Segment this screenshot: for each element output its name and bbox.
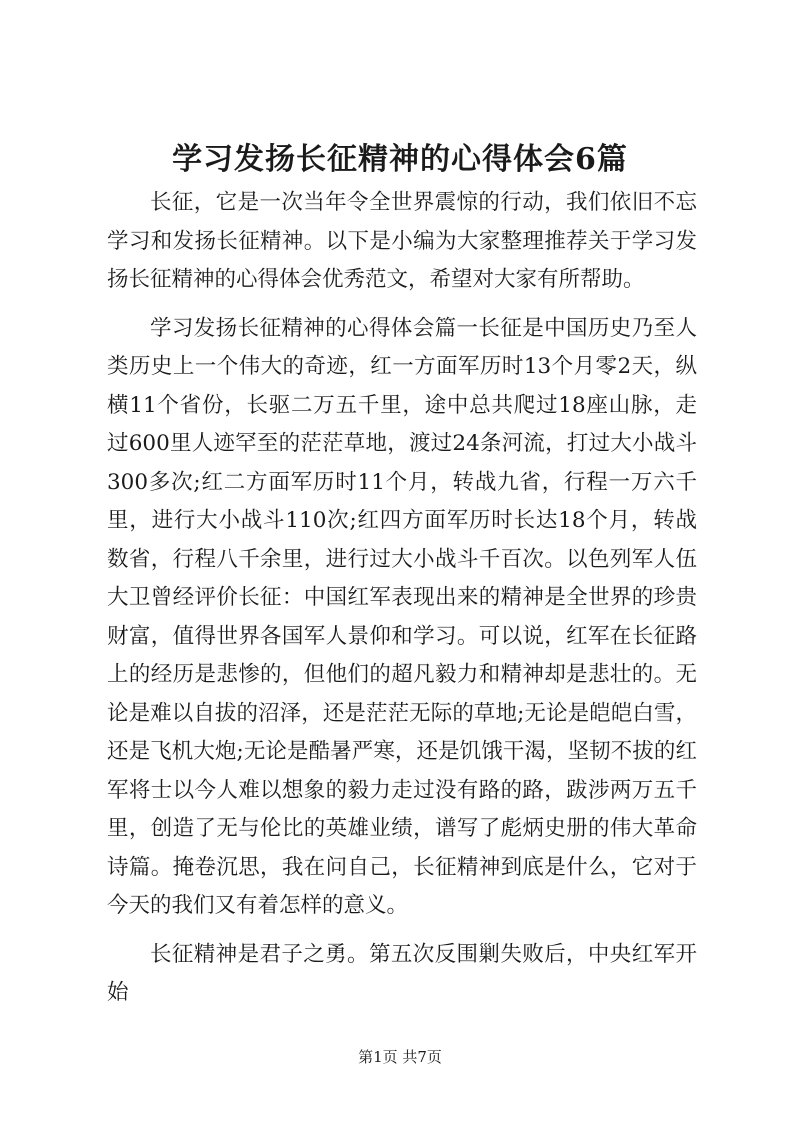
document-body: [107, 184, 697, 1023]
paragraph-intro: 长征，它是一次当年令全世界震惊的行动，我们依旧不忘学习和发扬长征精神。以下是小编为大家整理推荐关于学习发扬长征精神的心得体会优秀范文，希望对大家有所帮助。: [107, 190, 697, 292]
paragraph-essay-one: 学习发扬长征精神的心得体会篇一长征是中国历史乃至人类历史上一个伟大的奇迹，红一方面军历时13个月零2天，纵横11个省份，长驱二万五千里，途中总共爬过18座山脉，走过600里人迹罕至的茫茫草地，渡过24条河流，打过大小战斗300多次;红二方面军历时11个月，转战九省，行程一万六千里，进行大小战斗110次;红四方面军历时长达18个月，转战数省，行程八千余里，进行过大小战斗千百次。以色列军人伍大卫曾经评价长征：中国红军表现出来的精神是全世界的珍贵财富，值得世界各国军人景仰和学习。可以说，红军在长征路上的经历是悲惨的，但他们的超凡毅力和精神却是悲壮的。无论是难以自拔的沼泽，还是茫茫无际的草地;无论是皑皑白雪，还是飞机大炮;无论是酷暑严寒，还是饥饿干渴，坚韧不拔的红军将士以今人难以想象的毅力走过没有路的路，跋涉两万五千里，创造了无与伦比的英雄业绩，谱写了彪炳史册的伟大革命诗篇。掩卷沉思，我在问自己，长征精神到底是什么，它对于今天的我们又有着怎样的意义。: [107, 315, 697, 918]
paragraph-courage: 长征精神是君子之勇。第五次反围剿失败后，中央红军开始: [107, 941, 697, 1005]
page-number-footer: 第1页 共7页: [358, 1048, 442, 1066]
document-title: 学习发扬长征精神的心得体会6篇: [172, 142, 628, 177]
